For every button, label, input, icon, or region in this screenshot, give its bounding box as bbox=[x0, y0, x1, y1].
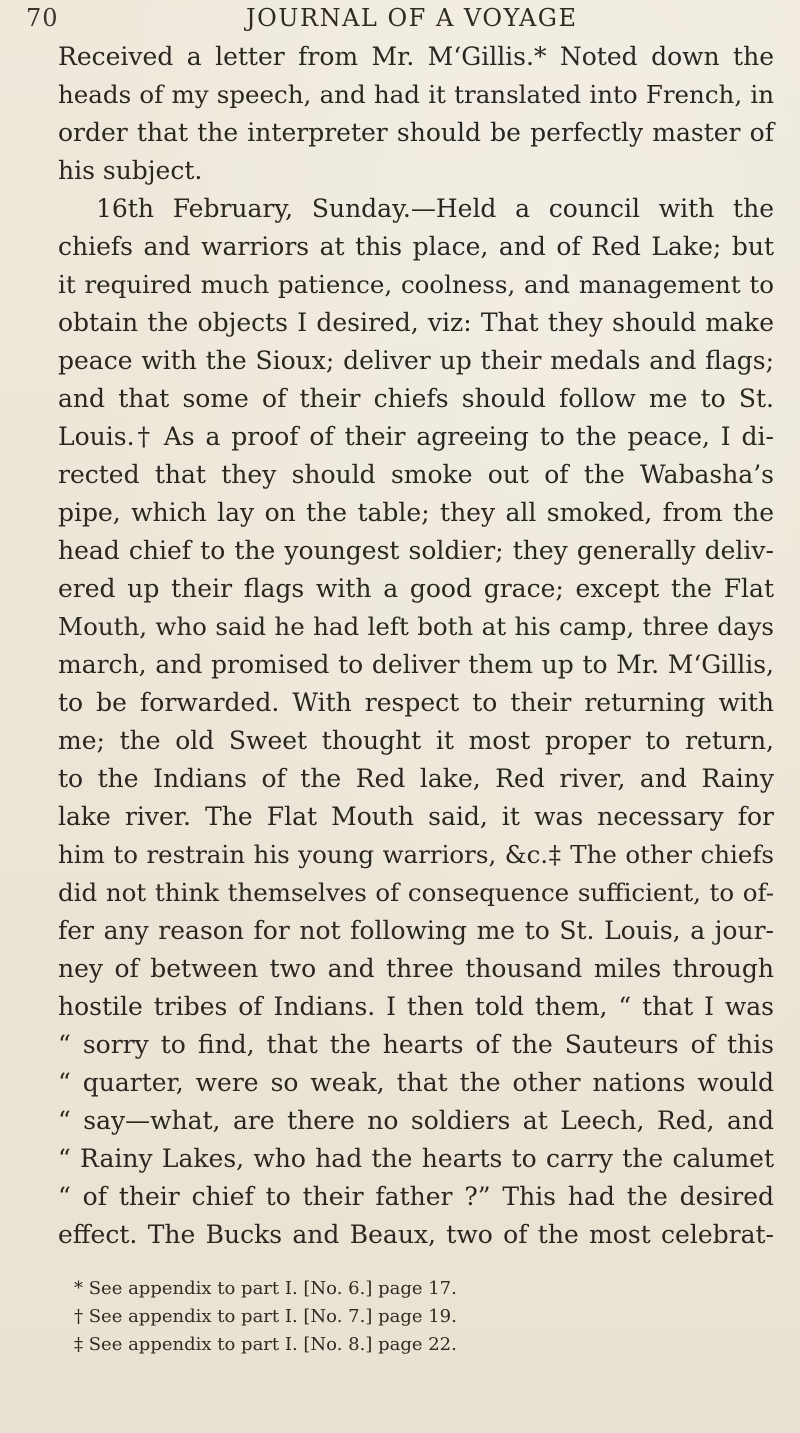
text-line: “ sorry to find, that the hearts of the Sauteurs of this bbox=[58, 1030, 774, 1059]
text-line: to be forwarded. With respect to their returning with bbox=[58, 688, 774, 717]
text-line: “ Rainy Lakes, who had the hearts to carry the calumet bbox=[58, 1144, 774, 1173]
text-line: order that the interpreter should be perfectly master of bbox=[58, 118, 774, 147]
text-line: pipe, which lay on the table; they all smoked, from the bbox=[58, 498, 774, 527]
body-text bbox=[58, 38, 774, 1254]
text-line: peace with the Sioux; deliver up their medals and flags; bbox=[58, 346, 774, 375]
text-line: hostile tribes of Indians. I then told them, “ that I was bbox=[58, 992, 774, 1021]
text-line: his subject. bbox=[58, 156, 203, 185]
text-line: heads of my speech, and had it translated into French, in bbox=[58, 80, 774, 109]
text-line: Received a letter from Mr. M‘Gillis.* Noted down the bbox=[58, 42, 774, 71]
page-header bbox=[26, 4, 786, 36]
text-line: “ quarter, were so weak, that the other nations would bbox=[58, 1068, 774, 1097]
text-line: head chief to the youngest soldier; they generally deliv- bbox=[58, 536, 774, 565]
text-line: 16th February, Sunday.—Held a council with the bbox=[96, 194, 774, 223]
text-line: ered up their flags with a good grace; except the Flat bbox=[58, 574, 774, 603]
text-line: “ say—what, are there no soldiers at Leech, Red, and bbox=[58, 1106, 774, 1135]
page-number: 70 bbox=[26, 4, 59, 32]
footnote: † See appendix to part I. [No. 7.] page 19. bbox=[74, 1306, 457, 1327]
footnote: * See appendix to part I. [No. 6.] page 17. bbox=[74, 1278, 457, 1299]
text-line: obtain the objects I desired, viz: That they should make bbox=[58, 308, 774, 337]
text-line: lake river. The Flat Mouth said, it was necessary for bbox=[58, 802, 774, 831]
text-line: ney of between two and three thousand miles through bbox=[58, 954, 774, 983]
text-line: and that some of their chiefs should follow me to St. bbox=[58, 384, 774, 413]
text-line: chiefs and warriors at this place, and of Red Lake; but bbox=[58, 232, 774, 261]
text-line: me; the old Sweet thought it most proper to return, bbox=[58, 726, 774, 755]
text-line: rected that they should smoke out of the Wabasha’s bbox=[58, 460, 774, 489]
text-line: Louis.† As a proof of their agreeing to the peace, I di- bbox=[58, 422, 774, 451]
footnotes bbox=[74, 1275, 764, 1359]
text-line: “ of their chief to their father ?” This had the desired bbox=[58, 1182, 774, 1211]
running-head: JOURNAL OF A VOYAGE bbox=[246, 4, 578, 32]
text-line: fer any reason for not following me to St. Louis, a jour- bbox=[58, 916, 774, 945]
text-line: Mouth, who said he had left both at his camp, three days bbox=[58, 612, 774, 641]
text-line: it required much patience, coolness, and management to bbox=[58, 270, 774, 299]
text-line: did not think themselves of consequence sufficient, to of- bbox=[58, 878, 774, 907]
text-line: effect. The Bucks and Beaux, two of the most celebrat- bbox=[58, 1220, 774, 1249]
text-line: march, and promised to deliver them up to Mr. M‘Gillis, bbox=[58, 650, 774, 679]
text-line: him to restrain his young warriors, &c.‡ The other chiefs bbox=[58, 840, 774, 869]
footnote: ‡ See appendix to part I. [No. 8.] page 22. bbox=[74, 1334, 457, 1355]
text-line: to the Indians of the Red lake, Red river, and Rainy bbox=[58, 764, 774, 793]
